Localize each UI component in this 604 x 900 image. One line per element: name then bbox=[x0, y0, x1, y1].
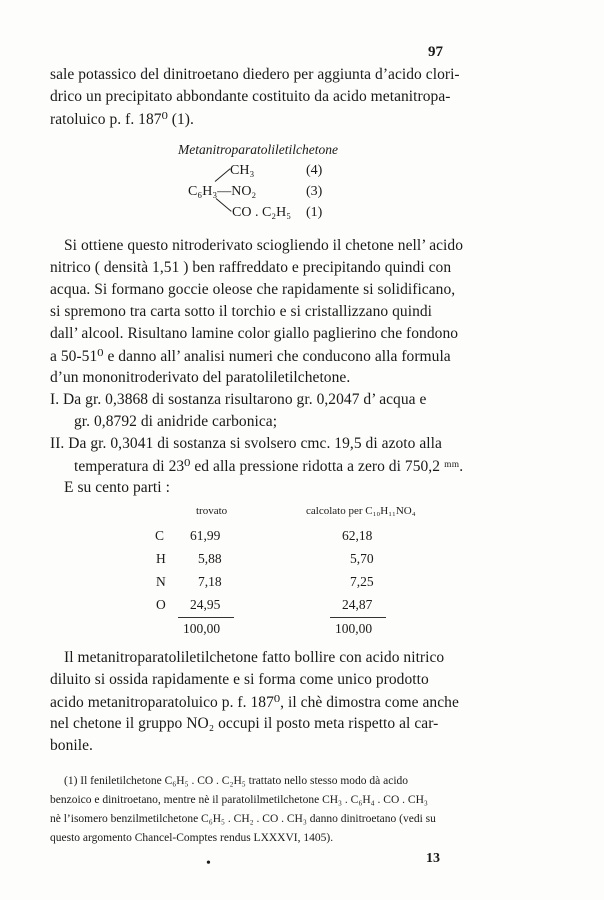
element-label: C bbox=[155, 528, 165, 543]
calc-value: 24,87 bbox=[342, 597, 373, 612]
found-value: 61,99 bbox=[190, 528, 221, 543]
position-label: (3) bbox=[306, 184, 323, 199]
element-label: O bbox=[156, 597, 166, 612]
footnote-line: questo argomento Chancel-Comptes rendus LXXXVI, 1405). bbox=[50, 832, 334, 844]
formula-top-group: CH₃ bbox=[230, 163, 255, 178]
formula-main: C₆H₃—NO₂ bbox=[188, 184, 257, 199]
position-label: (4) bbox=[306, 163, 323, 178]
text-line: diluito si ossida rapidamente e si forma come unico prodotto bbox=[50, 671, 429, 688]
text-line: dall’ alcool. Risultano lamine color giallo paglierino che fondono bbox=[50, 325, 459, 342]
element-label: H bbox=[156, 551, 166, 566]
text-line: I. Da gr. 0,3868 di sostanza risultarono gr. 0,2047 d’ acqua e bbox=[50, 391, 427, 408]
table-header-found: trovato bbox=[196, 505, 228, 517]
found-value: 7,18 bbox=[198, 574, 222, 589]
page-number: 97 bbox=[428, 44, 443, 60]
table-header-calculated: calcolato per C₁₀H₁₁NO₄ bbox=[306, 505, 416, 517]
text-line: bonile. bbox=[50, 737, 93, 754]
text-line: si spremono tra carta sotto il torchio e si cristallizzano quindi bbox=[50, 303, 433, 320]
text-line: a 50-51⁰ e danno all’ analisi numeri che conducono alla formula bbox=[50, 348, 451, 365]
text-line: Il metanitroparatoliletilchetone fatto bollire con acido nitrico bbox=[64, 649, 445, 666]
text-line: nel chetone il gruppo NO₂ occupi il posto meta rispetto al car- bbox=[50, 715, 439, 732]
element-label: N bbox=[156, 574, 166, 589]
bond-down bbox=[216, 198, 232, 212]
position-label: (1) bbox=[306, 205, 323, 220]
calc-value: 5,70 bbox=[350, 551, 374, 566]
signature-mark: 13 bbox=[426, 851, 440, 866]
sum-rule bbox=[178, 617, 234, 618]
text-line: II. Da gr. 0,3041 di sostanza si svolsero cmc. 19,5 di azoto alla bbox=[50, 435, 442, 452]
text-line: nitrico ( densità 1,51 ) ben raffreddato e precipitando quindi con bbox=[50, 259, 452, 276]
text-line: acido metanitroparatoluico p. f. 187⁰, il chè dimostra come anche bbox=[50, 694, 459, 711]
text-line: d’un mononitroderivato del paratoliletilchetone. bbox=[50, 369, 351, 386]
text-line: E su cento parti : bbox=[64, 479, 170, 496]
text-line: sale potassico del dinitroetano diedero per aggiunta d’acido clori- bbox=[50, 66, 460, 83]
text-line: acqua. Si formano goccie oleose che rapidamente si solidificano, bbox=[50, 281, 456, 298]
found-value: 24,95 bbox=[190, 597, 221, 612]
text-line: ratoluico p. f. 187⁰ (1). bbox=[50, 111, 194, 128]
sum-rule bbox=[330, 617, 386, 618]
footnote-line: (1) Il feniletilchetone C₆H₅ . CO . C₂H₅ trattato nello stesso modo dà acido bbox=[64, 775, 409, 787]
calc-value: 7,25 bbox=[350, 574, 374, 589]
total-found: 100,00 bbox=[183, 621, 221, 636]
text-line: temperatura di 23⁰ ed alla pressione ridotta a zero di 750,2 ᵐᵐ. bbox=[74, 458, 464, 475]
text-line: gr. 0,8792 di anidride carbonica; bbox=[74, 413, 278, 430]
total-calculated: 100,00 bbox=[335, 621, 373, 636]
compound-title: Metanitroparatoliletilchetone bbox=[178, 142, 338, 157]
bond-up bbox=[215, 168, 231, 182]
bullet-mark: • bbox=[206, 856, 211, 871]
text-line: drico un precipitato abbondante costituito da acido metanitropa- bbox=[50, 88, 451, 105]
calc-value: 62,18 bbox=[342, 528, 373, 543]
footnote-line: benzoico e dinitroetano, mentre nè il paratolilmetilchetone CH₃ . C₆H₄ . CO . CH₃ bbox=[50, 794, 428, 806]
footnote-line: nè l’isomero benzilmetilchetone C₆H₅ . CH₂ . CO . CH₃ danno dinitroetano (vedi su bbox=[50, 813, 436, 825]
found-value: 5,88 bbox=[198, 551, 222, 566]
text-line: Si ottiene questo nitroderivato sciogliendo il chetone nell’ acido bbox=[64, 237, 464, 254]
formula-bottom-group: CO . C₂H₅ bbox=[232, 205, 292, 220]
